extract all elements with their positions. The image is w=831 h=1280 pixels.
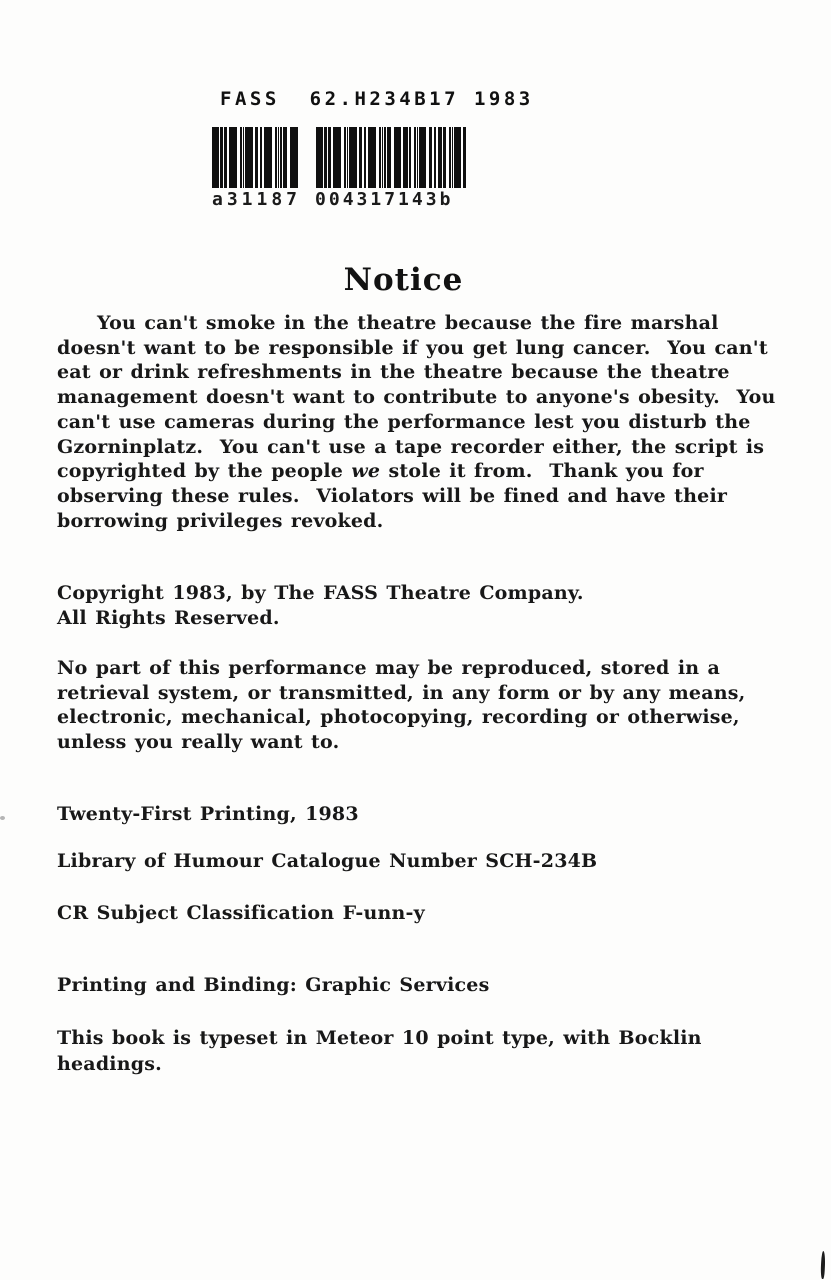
library-call-number: FASS 62.H234B17 1983 [220,88,534,110]
barcode-digits [212,189,466,210]
rights-reserved-line: All Rights Reserved. [57,607,280,629]
scan-artifact-mark [820,1251,825,1279]
barcode-digits-left: a31187 [212,189,302,210]
typeset-note-line: headings. [57,1052,162,1075]
subject-classification-text: CR Subject Classification F-unn-y [57,902,425,924]
notice-line: borrowing privileges revoked. [57,509,384,532]
printing-edition-line [57,802,817,827]
printing-edition-text: Twenty-First Printing, 1983 [57,803,359,825]
rights-line: retrieval system, or transmitted, in any form or by any means, [57,681,746,704]
catalogue-number-text: Library of Humour Catalogue Number SCH-234B [57,850,598,872]
notice-line: can't use cameras during the performance lest you disturb the [57,410,751,433]
library-barcode [212,127,466,210]
copyright-block [57,581,817,631]
barcode-bars [212,127,466,188]
reproduction-rights-paragraph [57,656,817,755]
scan-artifact-speck [0,816,5,820]
catalogue-number-line [57,849,817,874]
barcode-segment-right [316,127,466,188]
notice-line-text: copyrighted by the people [57,460,352,483]
subject-classification-line [57,901,817,926]
notice-line: management doesn't want to contribute to anyone's obesity. You [57,386,776,409]
rights-line: electronic, mechanical, photocopying, recording or otherwise, [57,706,740,729]
notice-line [57,459,817,484]
rights-line: unless you really want to. [57,731,340,754]
notice-line-text: stole it from. Thank you for [380,460,704,483]
notice-paragraph [57,311,817,533]
printing-binding-text: Printing and Binding: Graphic Services [57,974,490,996]
rights-line: No part of this performance may be reproduced, stored in a [57,657,721,679]
notice-line: observing these rules. Violators will be fined and have their [57,484,728,507]
notice-line-emphasis: we [351,460,381,483]
barcode-segment-left [212,127,298,188]
notice-line: Gzorninplatz. You can't use a tape recorder either, the script is [57,435,765,458]
notice-line: eat or drink refreshments in the theatre because the theatre [57,361,730,384]
typeset-note [57,1026,817,1077]
barcode-digits-right: 004317143b [315,189,454,210]
notice-heading: Notice [343,262,464,298]
printing-binding-line [57,973,817,998]
notice-line: You can't smoke in the theatre because the fire marshal [97,312,719,334]
notice-line: doesn't want to be responsible if you get lung cancer. You can't [57,336,768,359]
typeset-note-line: This book is typeset in Meteor 10 point type, with Bocklin [57,1027,702,1049]
copyright-line: Copyright 1983, by The FASS Theatre Company. [57,582,584,604]
